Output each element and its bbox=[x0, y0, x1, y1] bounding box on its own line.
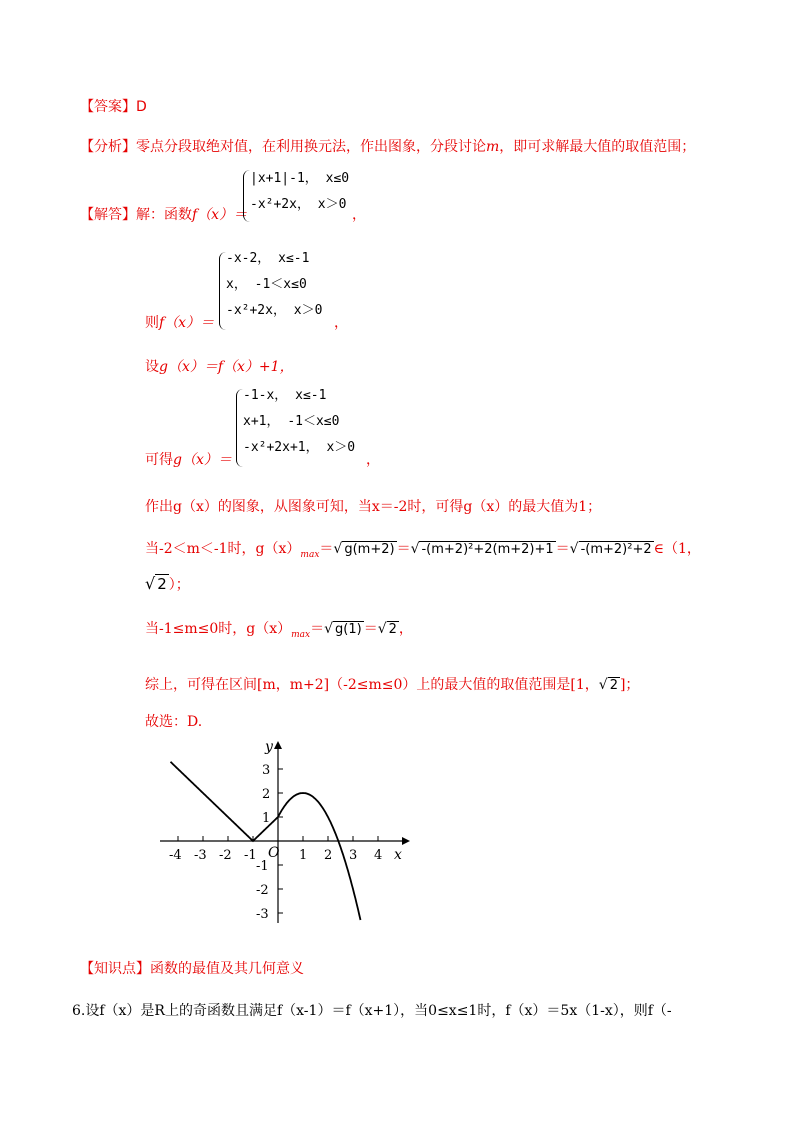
axis-ticks bbox=[169, 763, 382, 922]
piece-row: x+1， -1＜x≤0 bbox=[243, 414, 340, 429]
f-expr-2: f（x）＝ bbox=[159, 315, 215, 331]
sqrt-sign: √ bbox=[333, 541, 343, 557]
sqrt-sign: √ bbox=[569, 541, 579, 557]
y-tick-label: -3 bbox=[256, 907, 269, 922]
summary-prefix: 综上，可得在区间[m，m+2]（-2≤m≤0）上的最大值的取值范围是[1， bbox=[145, 677, 599, 693]
sqrt-sign: √ bbox=[145, 574, 156, 593]
sqrt-simplified: -(m+2)²+2 bbox=[580, 542, 652, 557]
analysis-var: m bbox=[486, 139, 500, 155]
summary-line bbox=[145, 674, 639, 694]
piece-row: -x²+2x， x＞0 bbox=[226, 303, 323, 318]
max-sub: max bbox=[291, 630, 311, 640]
y-tick-label: 2 bbox=[262, 787, 271, 802]
solution-tag: 【解答】 bbox=[80, 207, 136, 223]
graph-line: 作出g（x）的图象，从图象可知，当x＝-2时，可得g（x）的最大值为1； bbox=[145, 499, 602, 515]
case-b-prefix: 当-1≤m≤0时，g（x） bbox=[145, 621, 292, 637]
sqrt-expanded: -(m+2)²+2(m+2)+1 bbox=[421, 542, 554, 557]
case-a-cont bbox=[145, 574, 190, 594]
case-a-in: ∈（1， bbox=[653, 541, 701, 557]
case-a-eq: ＝ bbox=[319, 541, 334, 557]
f-expr: f（x）＝ bbox=[192, 207, 248, 223]
x-tick-label: 3 bbox=[349, 848, 358, 863]
y-tick-label: -1 bbox=[256, 859, 269, 874]
case-a-prefix: 当-2＜m＜-1时，g（x） bbox=[145, 541, 301, 557]
piece-row: -x²+2x， x＞0 bbox=[250, 197, 347, 212]
x-tick-label: 1 bbox=[299, 848, 308, 863]
y-tick-label: 3 bbox=[262, 763, 271, 778]
knowledge-tag: 【知识点】 bbox=[80, 961, 150, 977]
origin-label: O bbox=[268, 845, 280, 861]
piece-row: |x+1|-1， x≤0 bbox=[250, 171, 350, 186]
knowledge-line bbox=[80, 958, 304, 978]
sqrt-sign: √ bbox=[410, 541, 420, 557]
piecewise-3 bbox=[243, 383, 355, 461]
then-text: 则 bbox=[145, 315, 159, 331]
brace-3 bbox=[236, 389, 243, 467]
piecewise-1 bbox=[250, 166, 349, 218]
sqrt-two: 2 bbox=[609, 678, 618, 693]
answer-tag: 【答案】 bbox=[80, 99, 136, 115]
sqrt-g-m2: g(m+2) bbox=[344, 542, 395, 557]
comma-3: ， bbox=[366, 452, 380, 468]
brace-2 bbox=[219, 252, 226, 330]
brace-1 bbox=[243, 170, 250, 222]
sqrt-two: 2 bbox=[157, 575, 167, 593]
x-tick-label: -1 bbox=[244, 848, 257, 863]
get-text: 可得 bbox=[145, 452, 173, 468]
solution-intro-text: 解：函数 bbox=[136, 207, 192, 223]
x-axis-label: x bbox=[394, 847, 402, 863]
piecewise-2 bbox=[226, 246, 322, 324]
y-tick-label: -2 bbox=[256, 883, 269, 898]
then-line bbox=[145, 312, 214, 332]
let-text: 设 bbox=[145, 359, 159, 375]
analysis-text: 零点分段取绝对值，在利用换元法，作出图象，分段讨论 bbox=[136, 139, 486, 155]
answer-value: D bbox=[136, 99, 147, 115]
x-tick-label: 2 bbox=[324, 848, 333, 863]
eq-sign: ＝ bbox=[396, 541, 411, 557]
x-tick-label: 4 bbox=[374, 848, 383, 863]
sqrt-sign: √ bbox=[598, 677, 608, 693]
let-expr: g（x）＝f（x）+1， bbox=[159, 359, 294, 375]
analysis-line bbox=[80, 136, 695, 156]
summary-tail: ]； bbox=[619, 677, 640, 693]
comma-1: ， bbox=[352, 207, 366, 223]
analysis-tag: 【分析】 bbox=[80, 139, 136, 155]
case-b-line bbox=[145, 618, 413, 638]
g-expr: g（x）＝ bbox=[173, 452, 232, 468]
piece-row: -x²+2x+1， x＞0 bbox=[243, 440, 356, 455]
let-line bbox=[145, 356, 294, 376]
y-axis-arrow-icon bbox=[274, 741, 282, 749]
choice-line: 故选：D. bbox=[145, 714, 203, 730]
comma-2: ， bbox=[334, 315, 348, 331]
case-a-tail: ）； bbox=[168, 577, 190, 593]
case-a-line bbox=[145, 538, 701, 558]
piece-row: x， -1＜x≤0 bbox=[226, 277, 307, 292]
get-line bbox=[145, 449, 232, 469]
analysis-text2: ，即可求解最大值的取值范围； bbox=[499, 139, 696, 155]
knowledge-text: 函数的最值及其几何意义 bbox=[150, 961, 304, 977]
function-graph bbox=[150, 735, 410, 930]
sqrt-two: 2 bbox=[388, 622, 397, 637]
answer-line bbox=[80, 96, 147, 116]
solution-intro bbox=[80, 204, 247, 224]
x-tick-label: -3 bbox=[194, 848, 207, 863]
max-sub: max bbox=[300, 550, 320, 560]
x-tick-label: -4 bbox=[169, 848, 182, 863]
x-axis-arrow-icon bbox=[402, 837, 410, 845]
eq-sign: ＝ bbox=[555, 541, 570, 557]
piece-row: -1-x， x≤-1 bbox=[243, 388, 327, 403]
y-axis-label: y bbox=[265, 739, 273, 755]
sqrt-sign: √ bbox=[324, 621, 334, 637]
piece-row: -x-2， x≤-1 bbox=[226, 251, 310, 266]
y-tick-label: 1 bbox=[262, 811, 271, 826]
sqrt-g1: g(1) bbox=[335, 622, 362, 637]
next-problem: 6.设f（x）是R上的奇函数且满足f（x-1）＝f（x+1），当0≤x≤1时，f（x）＝5x（1-x），则f（- bbox=[72, 1003, 672, 1019]
sqrt-sign: √ bbox=[377, 621, 387, 637]
eq-sign: ＝ bbox=[310, 621, 325, 637]
x-tick-label: -2 bbox=[219, 848, 232, 863]
case-b-tail: ， bbox=[398, 621, 413, 637]
eq-sign: ＝ bbox=[363, 621, 378, 637]
